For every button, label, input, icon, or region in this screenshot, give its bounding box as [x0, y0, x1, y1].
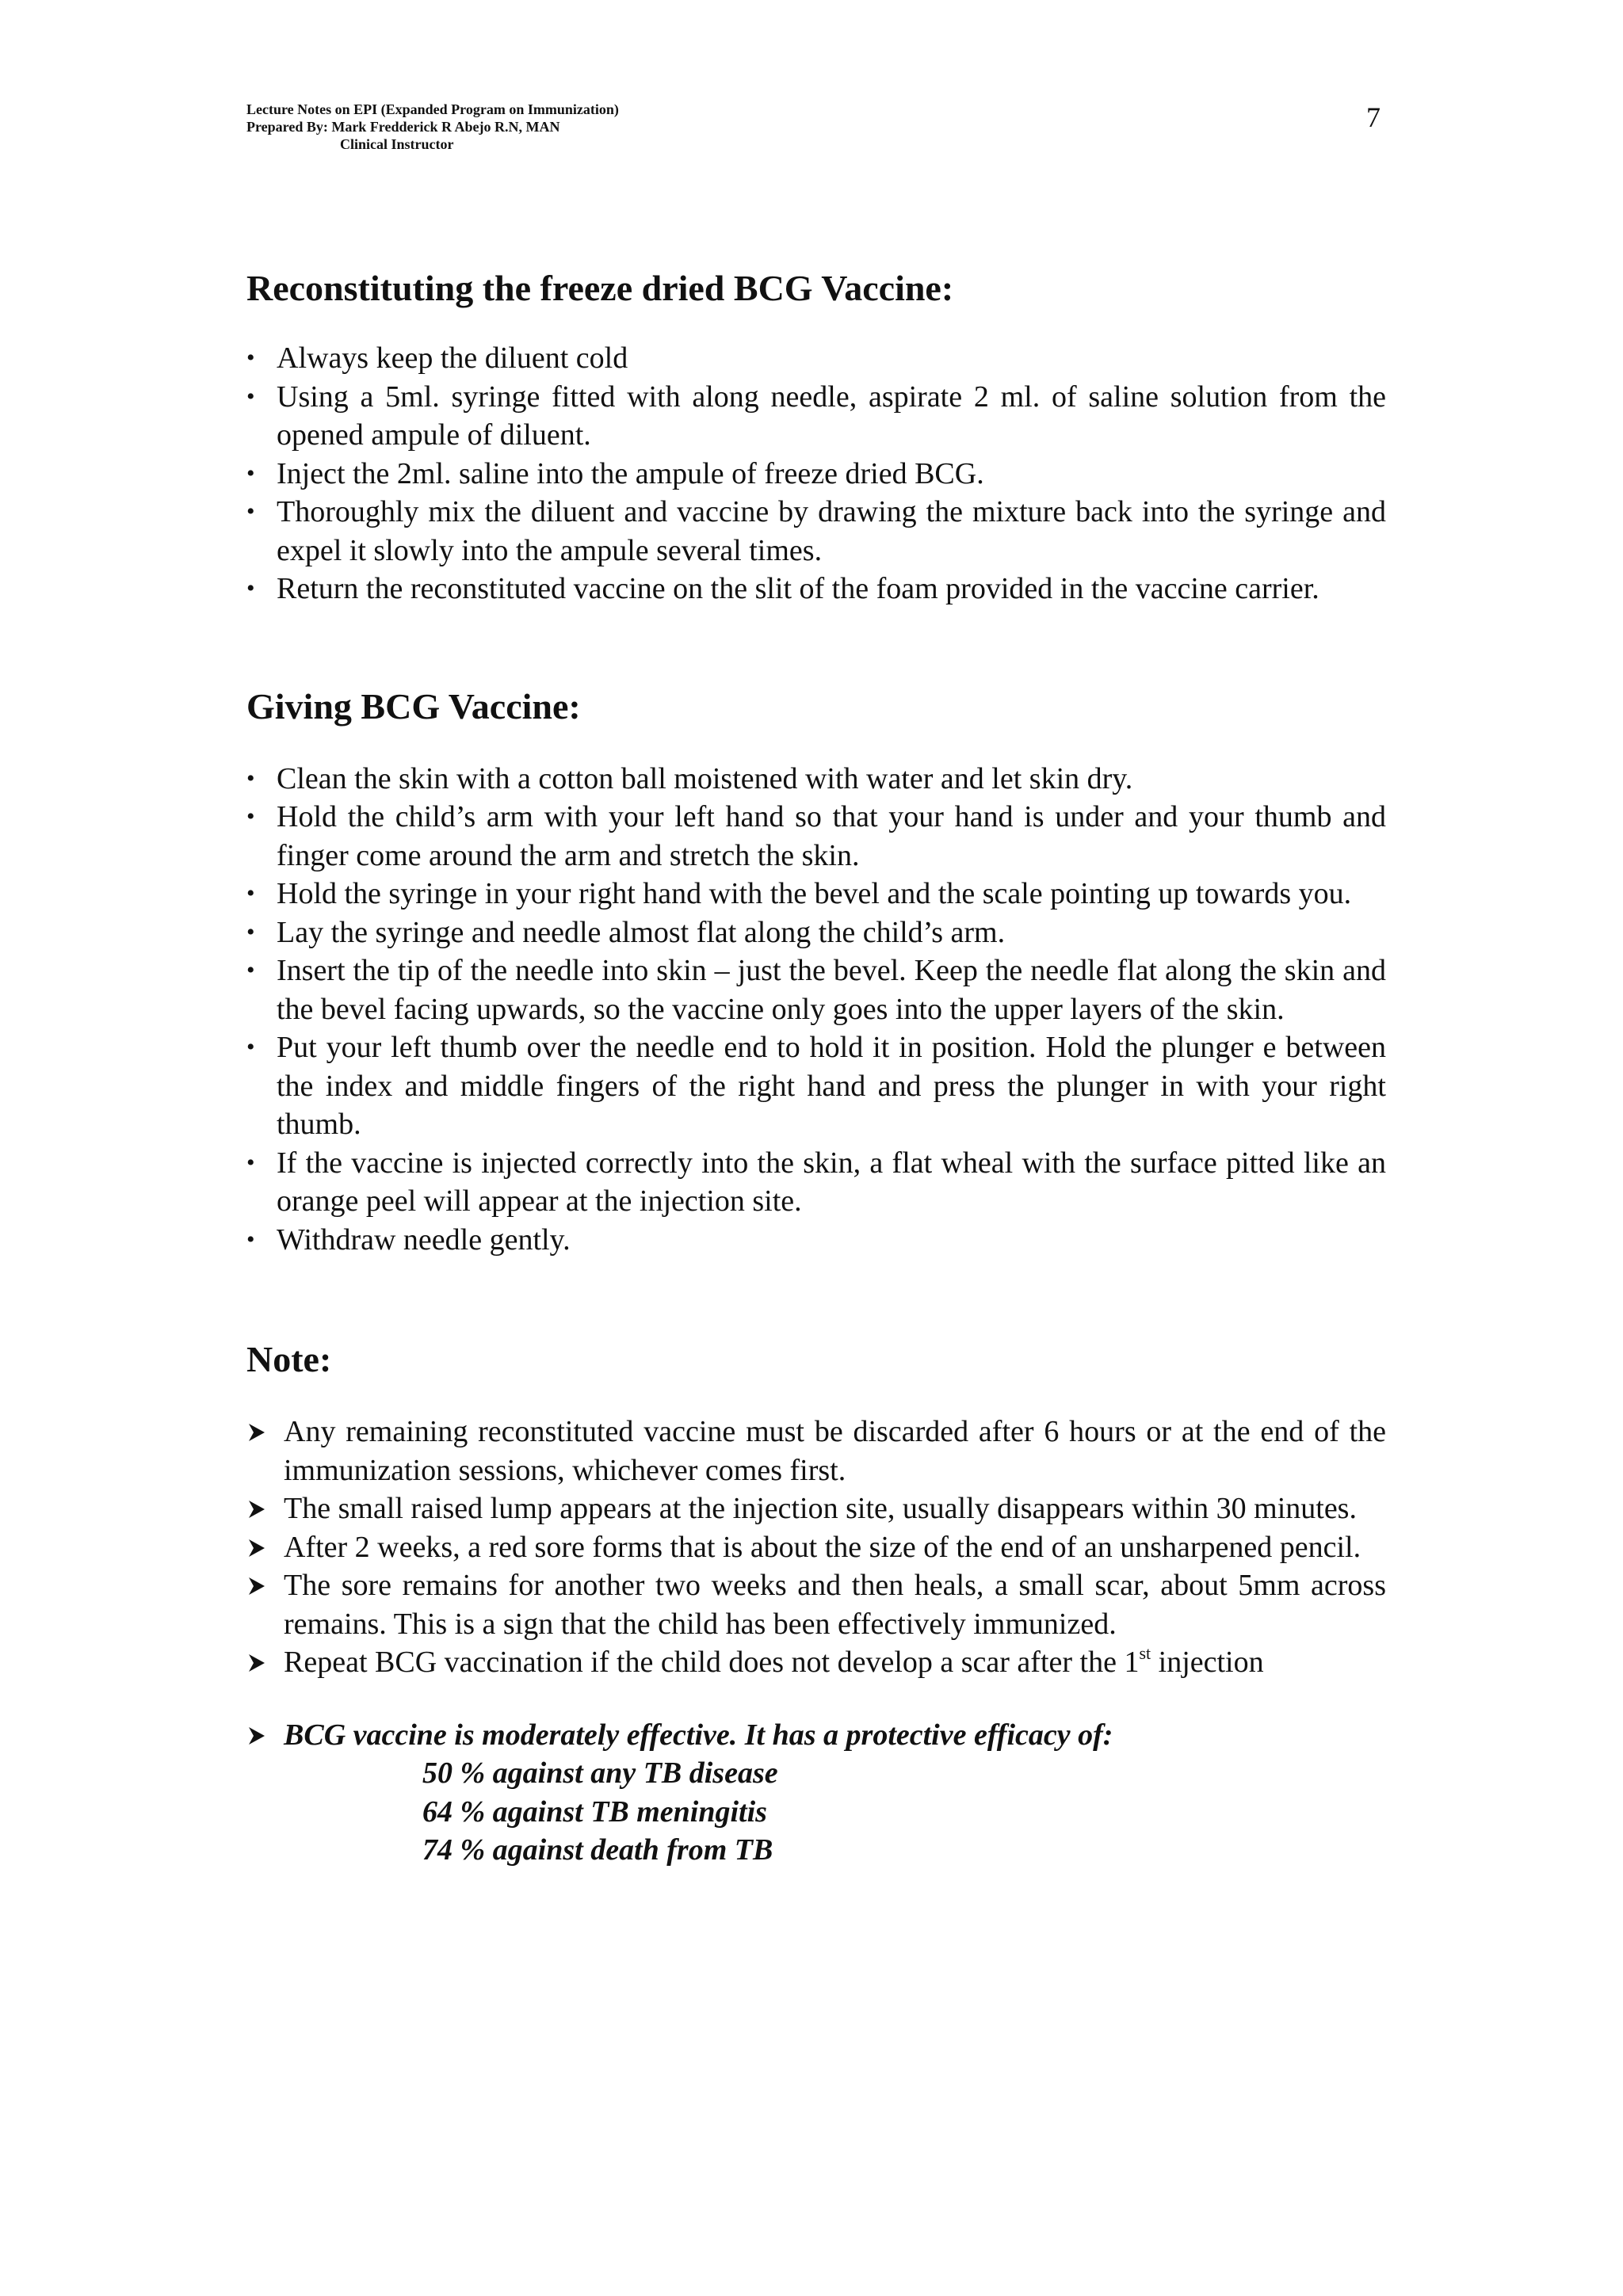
list-item: • Always keep the diluent cold: [246, 339, 1386, 378]
section-title-colon: :: [941, 268, 954, 308]
list-item: [246, 1528, 1386, 1567]
efficacy-stat: 74 % against death from TB: [422, 1833, 773, 1867]
efficacy-lead-text: BCG vaccine is moderately effective. It has a protective efficacy of:: [284, 1718, 1113, 1752]
efficacy-stat: 50 % against any TB disease: [422, 1756, 778, 1790]
list-item: • Put your left thumb over the needle end to hold it in position. Hold the plunger e between the index and middle fingers of the right hand and press the plunger in with your right thumb.: [246, 1028, 1386, 1144]
page-header: [246, 101, 619, 153]
header-author-role: Clinical Instructor: [340, 136, 454, 152]
list-item-text: The small raised lump appears at the injection site, usually disappears within 30 minutes.: [284, 1492, 1357, 1525]
list-item: • Clean the skin with a cotton ball moistened with water and let skin dry.: [246, 760, 1386, 799]
giving-bcg-steps-list: [246, 760, 1386, 1260]
list-item: • Hold the syringe in your right hand with the bevel and the scale pointing up towards you.: [246, 875, 1386, 913]
list-item: • Hold the child’s arm with your left hand so that your hand is under and your thumb and finger come around the arm and stretch the skin.: [246, 798, 1386, 875]
efficacy-lead: [246, 1716, 1386, 1755]
efficacy-stat: 64 % against TB meningitis: [422, 1794, 767, 1829]
list-item-text: The sore remains for another two weeks and then heals, a small scar, about 5mm across remains. This is a sign that the child has been effectively immunized.: [284, 1569, 1386, 1641]
list-item: • Using a 5ml. syringe fitted with along needle, aspirate 2 ml. of saline solution from the opened ampule of diluent.: [246, 378, 1386, 455]
list-item: [246, 1489, 1386, 1528]
list-item: • Withdraw needle gently.: [246, 1221, 1386, 1260]
header-course-title: Lecture Notes on EPI (Expanded Program on Immunization): [246, 101, 619, 117]
list-item-text: Any remaining reconstituted vaccine must be discarded after 6 hours or at the end of the immunization sessions, whichever comes first.: [284, 1415, 1386, 1487]
section-title-giving-bcg: Giving BCG Vaccine:: [246, 685, 581, 727]
list-item: • Thoroughly mix the diluent and vaccine by drawing the mixture back into the syringe and expel it slowly into the ampule several times.: [246, 493, 1386, 570]
list-item: • Return the reconstituted vaccine on the slit of the foam provided in the vaccine carrier.: [246, 570, 1386, 608]
list-item-text: Repeat BCG vaccination if the child does not develop a scar after the 1: [284, 1646, 1140, 1679]
list-item: • Insert the tip of the needle into skin – just the bevel. Keep the needle flat along the skin and the bevel facing upwards, so the vaccine only goes into the upper layers of the skin.: [246, 952, 1386, 1028]
page-content: [246, 266, 1386, 1870]
section-title-note: Note:: [246, 1339, 332, 1379]
list-item: • Lay the syringe and needle almost flat along the child’s arm.: [246, 913, 1386, 952]
section-title-reconstituting: [246, 266, 1386, 311]
list-item: • Inject the 2ml. saline into the ampule of freeze dried BCG.: [246, 455, 1386, 494]
list-item-text: After 2 weeks, a red sore forms that is about the size of the end of an unsharpened pencil.: [284, 1530, 1361, 1564]
section-title-text: Reconstituting the freeze dried BCG Vaccine: [246, 268, 941, 308]
list-item: [246, 1643, 1386, 1682]
list-item-text-end: injection: [1151, 1646, 1264, 1679]
page-number: 7: [1366, 101, 1381, 133]
efficacy-block: [246, 1716, 1386, 1870]
list-item: [246, 1566, 1386, 1643]
reconstitution-steps-list: [246, 339, 1386, 608]
note-list: [246, 1413, 1386, 1682]
list-item: • If the vaccine is injected correctly into the skin, a flat wheal with the surface pitted like an orange peel will appear at the injection site.: [246, 1144, 1386, 1221]
ordinal-superscript: st: [1139, 1643, 1151, 1663]
list-item: [246, 1413, 1386, 1489]
header-author: Prepared By: Mark Fredderick R Abejo R.N, MAN: [246, 119, 560, 135]
